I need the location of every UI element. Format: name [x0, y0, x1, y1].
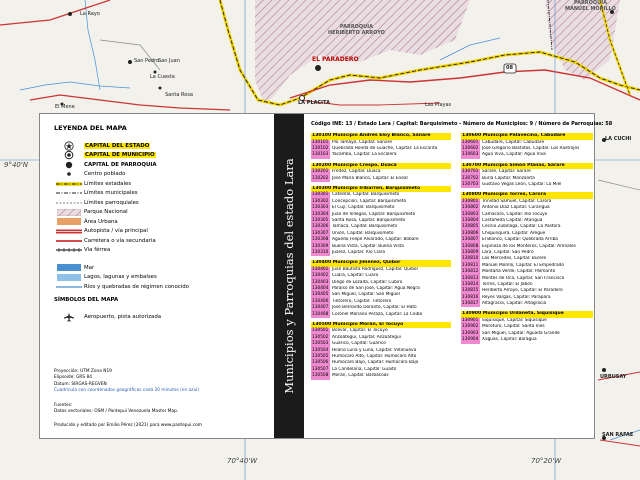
municipal-capital-icon [54, 151, 84, 160]
legend-item-park [54, 208, 258, 217]
parroquia-row [311, 373, 451, 379]
legend-item-parish-capital [54, 160, 258, 169]
parroquia-code: 130304 [312, 211, 329, 217]
parroquia-name: Torres, Capital: El Jabón [482, 281, 533, 287]
airport-icon [54, 312, 84, 321]
place-parroquia-manuel: PARROQUIA MANUEL MORILLO [565, 0, 616, 12]
parroquia-name: José Gregorio Bastidas, Capital: Los Rastrojos [482, 145, 580, 151]
parroquia-code: 130807 [462, 237, 479, 243]
place-el-paradero: EL PARADERO [312, 56, 359, 63]
legend-item-secondary [54, 236, 258, 245]
parroquia-code: 130806 [462, 230, 479, 236]
parroquia-code: 130904 [462, 337, 479, 343]
parroquia-name: Las Mercedes, Capital: Burere [482, 256, 547, 262]
legend-item-airport [54, 312, 258, 321]
parroquia-name: Humocaro Bajo, Capital: Humocaro Bajo [332, 360, 419, 366]
place-san-rafael: SAN RAFAE [602, 432, 634, 438]
legend-item-state-capital [54, 141, 258, 150]
parroquia-row [461, 337, 593, 343]
parroquia-code: 130103 [312, 152, 329, 158]
projection-text: Proyección: UTM Zona N19 [54, 369, 112, 374]
municipio-block [461, 133, 593, 159]
municipios-column-1 [311, 133, 451, 384]
parroquia-row [311, 176, 451, 182]
municipio-block [311, 133, 451, 159]
parroquia-code: 130802 [462, 205, 479, 211]
parroquia-name: Guárico, Capital: Guárico [332, 341, 386, 347]
parroquia-code: 130702 [462, 175, 479, 181]
secondary-road-icon [54, 236, 84, 245]
legend-label: Límites estadales [84, 180, 132, 187]
parroquia-row [311, 312, 451, 318]
parroquia-name: Agua Viva, Capital: Agua Viva [482, 152, 546, 158]
legend-label: CAPITAL DEL ESTADO [85, 142, 150, 149]
parroquia-code: 130703 [462, 181, 479, 187]
municipio-block [311, 163, 451, 182]
parroquia-code: 130505 [312, 354, 329, 360]
legend-item-rail [54, 246, 258, 255]
legend-label: Aeropuerto, pista autorizada [84, 313, 162, 320]
parroquia-code: 130305 [312, 218, 329, 224]
parroquia-code: 130303 [312, 205, 329, 211]
legend-label: Centro poblado [84, 171, 126, 177]
legend-item-lake [54, 273, 258, 282]
place-urbusay: URBUSAY [600, 374, 627, 380]
municipio-block [311, 322, 451, 380]
parroquia-name: Juárez, Capital: Río Claro [332, 249, 386, 255]
map-legend [40, 114, 272, 438]
place-la-cuchi: LA CUCHI [605, 136, 632, 142]
legend-item-state-limits [54, 179, 258, 188]
parroquia-code: 130307 [312, 230, 329, 236]
parroquia-code: 130402 [312, 273, 329, 279]
parroquia-code: 130817 [462, 301, 479, 307]
legend-label: Vía férrea [84, 247, 111, 253]
parroquia-name: Hilario Luna y Luna, Capital: Villanueva [332, 347, 417, 353]
parroquia-name: Quebrada Honda de Guache, Capital: La Escarita [332, 145, 438, 151]
parroquia-name: Moroturo, Capital: Santa Inés [482, 324, 545, 330]
legend-item-river [54, 282, 258, 291]
municipio-title: 130400 Municipio Jiménez, Quíbor [311, 260, 451, 267]
place-parroquia-heriberto: PARROQUIA HERIBERTO ARROYO [328, 24, 385, 36]
place-san-pedro: San Pedro [134, 58, 160, 64]
sources-title: Fuentes: [54, 402, 73, 408]
legend-label: Parque Nacional [84, 209, 128, 215]
parroquia-code: 130504 [312, 347, 329, 353]
parroquia-code: 130501 [312, 328, 329, 334]
parroquia-code: 130603 [462, 152, 479, 158]
map-metadata [54, 369, 254, 430]
parroquia-name: San Miguel, Capital: Aguada Grande [482, 330, 560, 336]
parroquia-name: Gustavo Vegas León, Capital: La Miel [482, 181, 562, 187]
parroquia-code: 130101 [312, 139, 329, 145]
legend-label: Lagos, lagunas y embalses [84, 274, 157, 280]
municipio-title: 130600 Municipio Palavecino, Cabudare [461, 133, 593, 140]
parroquia-name: Anzoátegui, Capital: Anzoátegui [332, 334, 401, 340]
parroquia-name: Yacambú, Capital: La Escalera [332, 152, 397, 158]
coord-lon-left-label: 70°40'W [227, 457, 258, 465]
legend-item-urban [54, 217, 258, 226]
coord-lat-label: 9°40'N [4, 161, 29, 169]
legend-item-highway [54, 227, 258, 236]
parroquia-name: San Miguel, Capital: San Miguel [332, 292, 400, 298]
state-limit-line-icon [54, 179, 84, 188]
parroquia-name: Juan de Villegas, Capital: Barquisimeto [332, 211, 416, 217]
parroquia-code: 130801 [462, 198, 479, 204]
parroquia-name: Manuel Morillo, Capital: El Empedrado [482, 262, 564, 268]
parroquia-code: 130804 [462, 218, 479, 224]
parroquia-code: 130404 [312, 286, 329, 292]
parroquia-code: 130803 [462, 211, 479, 217]
place-la-rayo: La Rayo [80, 11, 100, 17]
municipios-header: Código INE: 13 / Estado Lara / Capital: Barquisimeto - Número de Municipios: 9 / Número de Parroquias: 58 [311, 121, 613, 127]
municipio-title: 130800 Municipio Torres, Carora [461, 192, 593, 199]
parroquia-name: Castañeda Capital: Atarigua [482, 218, 543, 224]
parroquia-name: Chiquinquirá, Capital: Arégue [482, 230, 546, 236]
place-la-cuesta: La Cuesta [150, 74, 175, 80]
parroquia-code: 130408 [312, 311, 329, 317]
parroquia-code: 130102 [312, 145, 329, 151]
grid-note-text: Cuadrícula con coordenadas geográficas cada 20 minutos (en azul) [54, 388, 200, 394]
parroquia-code: 130503 [312, 341, 329, 347]
river-icon [54, 282, 84, 291]
legend-item-parish-limits [54, 198, 258, 207]
parroquia-row [311, 152, 451, 158]
parroquia-code: 130202 [312, 175, 329, 181]
parroquia-name: Paraíso de San José, Capital: Agua Negra [332, 286, 420, 292]
place-las-playas: Las Playas [425, 102, 452, 108]
municipio-title: 130900 Municipio Urdaneta, Siquisique [461, 311, 593, 318]
parroquia-name: Cecilio Zubillaga, Capital: La Pastora [482, 224, 561, 230]
parroquia-code: 130201 [312, 169, 329, 175]
sea-icon [54, 263, 84, 272]
parroquia-code: 130403 [312, 279, 329, 285]
parroquia-name: Freitez, Capital: Duaca [332, 169, 381, 175]
municipios-column-2 [461, 133, 593, 348]
place-santa-rosa: Santa Rosa [165, 92, 193, 98]
national-park-icon [54, 208, 84, 217]
parroquia-row [461, 152, 593, 158]
parroquia-code: 130601 [462, 139, 479, 145]
parroquia-row [311, 250, 451, 256]
parroquia-row [461, 182, 593, 188]
urban-area-icon [54, 217, 84, 226]
ellipsoid-text: Elipsoide: GRS 84 [54, 375, 92, 381]
parroquia-name: Juan Bautista Rodríguez, Capital: Quíbor [332, 266, 419, 272]
vertical-title: Municipios y Parroquias del estado Lara [282, 158, 296, 394]
parroquia-name: Montes de Oca, Capital: San Francisco [482, 275, 565, 281]
parroquia-code: 130809 [462, 249, 479, 255]
parroquia-name: Xaguas, Capital: Baragua [482, 337, 537, 343]
parroquia-code: 130308 [312, 237, 329, 243]
parroquia-code: 130406 [312, 298, 329, 304]
parroquia-code: 130506 [312, 360, 329, 366]
parroquia-name: Coronel Mariano Peraza, Capital: La Ceiba [332, 311, 423, 317]
legend-item-sea [54, 263, 258, 272]
town-dot-icon [54, 170, 84, 179]
national-park-area [255, 0, 470, 105]
parroquia-name: Antonio Díaz Capital: Curarigua [482, 205, 550, 211]
parroquia-name: Cabudare, Capital: Cabudare [482, 139, 545, 145]
vertical-title-bar [274, 114, 304, 438]
parroquia-name: José María Blanco, Capital: El Eneal [332, 175, 408, 181]
railway-icon [54, 246, 84, 255]
parish-limit-line-icon [54, 198, 84, 207]
parroquia-code: 130507 [312, 366, 329, 372]
municipal-limit-line-icon [54, 189, 84, 198]
parish-capital-icon [54, 160, 84, 169]
parroquia-name: Heriberto Arroyo, Capital: El Paradero [482, 288, 563, 294]
legend-label: Carretera o vía secundaria [84, 237, 156, 244]
parroquia-code: 130405 [312, 292, 329, 298]
parroquia-name: Sarare, Capital: Sarare [482, 169, 531, 175]
parroquia-code: 130814 [462, 281, 479, 287]
parroquia-name: Diego de Lozada, Capital: Cubiro [332, 279, 403, 285]
parroquia-name: Buena Vista, Capital: Buena Vista [332, 243, 404, 249]
parroquia-code: 130813 [462, 275, 479, 281]
parroquia-name: Bolívar, Capital: El Tocuyo [332, 328, 388, 334]
parroquia-name: Aguedo Felipe Alvarado, Capital: Bobare [332, 237, 419, 243]
place-san-juan: San Juan [158, 58, 180, 64]
legend-item-town [54, 170, 258, 179]
parroquia-name: Montaña Verde, Capital: Palmarito [482, 269, 556, 275]
parroquia-code: 130902 [462, 324, 479, 330]
parroquia-code: 130816 [462, 294, 479, 300]
municipio-title: 130700 Municipio Simón Planas, Sarare [461, 163, 593, 170]
parroquia-row [461, 301, 593, 307]
parroquia-name: Camacaro, Capital: Río Tocuyo [482, 211, 548, 217]
datum-text: Datum: SIRGAS-REGVEN [54, 381, 107, 387]
municipios-table [308, 114, 613, 438]
legend-label: CAPITAL DE PARROQUIA [84, 161, 157, 168]
municipio-title: 130300 Municipio Iribarren, Barquisimeto [311, 186, 451, 193]
parroquia-code: 130903 [462, 330, 479, 336]
parroquia-code: 130407 [312, 305, 329, 311]
legend-label: Mar [84, 264, 95, 271]
parroquia-code: 130805 [462, 224, 479, 230]
parroquia-name: Cuara, Capital: Cuara [332, 273, 379, 279]
parroquia-code: 130810 [462, 256, 479, 262]
legend-label: Ríos y quebradas de régimen conocido [84, 283, 189, 290]
highway-line-icon [54, 227, 84, 236]
parroquia-name: Altagracia, Capital: Altagracia [482, 301, 547, 307]
lake-icon [54, 273, 84, 282]
parroquia-name: Catedral, Capital: Barquisimeto [332, 192, 400, 198]
parroquia-name: El Blanco, Capital: Quebrada Arriba [482, 237, 558, 243]
legend-label: Autopista / vía principal [84, 228, 148, 234]
parroquia-name: Tamaca, Capital: Barquisimeto [332, 224, 398, 230]
municipio-block [311, 186, 451, 256]
parroquia-name: Siquisique, Capital: Siquisique [482, 317, 547, 323]
parroquia-name: Humocaro Alto, Capital: Humocaro Alto [332, 354, 417, 360]
parroquia-name: Pío Tamayo, Capital: Sanare [332, 139, 392, 145]
sources-text: Datos vectoriales: OSM / Pantepui Venezuela Master Map. [54, 409, 179, 415]
symbols-title: SÍMBOLOS DEL MAPA [54, 297, 119, 303]
municipio-block [461, 163, 593, 189]
parroquia-name: Trinidad Samuel, Capital: Carora [482, 198, 552, 204]
parroquia-name: Concepción, Capital: Barquisimeto [332, 198, 407, 204]
parroquia-code: 130901 [462, 317, 479, 323]
parroquia-code: 130306 [312, 224, 329, 230]
info-panel [39, 113, 613, 439]
state-capital-icon [54, 141, 84, 150]
credit-text: Producido y editado por Emilio Pérez (2021) para www.pantepui.com [54, 423, 202, 429]
legend-label: CAPITAL DE MUNICIPIO [85, 152, 155, 158]
parroquia-name: Santa Rosa, Capital: Barquisimeto [332, 218, 406, 224]
parroquia-code: 130602 [462, 145, 479, 151]
municipio-title: 130100 Municipio Andrés Eloy Blanco, Sanare [311, 133, 451, 140]
parroquia-code: 130812 [462, 269, 479, 275]
coord-lon-right-label: 70°20'W [531, 457, 562, 465]
parroquia-code: 130302 [312, 198, 329, 204]
parroquia-name: La Candelaria, Capital: Guaitó [332, 366, 397, 372]
parroquia-name: Espinoza de los Monteros, Capital: Arenales [482, 243, 576, 249]
parroquia-code: 130701 [462, 169, 479, 175]
parroquia-code: 130811 [462, 262, 479, 268]
legend-item-municipal-capital [54, 151, 258, 160]
parroquia-name: Reyes Vargas, Capital: Parapara [482, 294, 551, 300]
road-shield-label: 08 [506, 65, 513, 71]
legend-label: Límites parroquiales [84, 199, 139, 206]
parroquia-name: Tintorero, Capital: Tintorero [332, 298, 392, 304]
legend-title: LEYENDA DEL MAPA [54, 124, 127, 132]
parroquia-name: Lara, Capital: San Pedro [482, 249, 534, 255]
legend-label: Límites municipales [84, 190, 138, 196]
parroquia-code: 130310 [312, 249, 329, 255]
parroquia-code: 130301 [312, 192, 329, 198]
parroquia-code: 130815 [462, 288, 479, 294]
parroquia-name: Morán, Capital: Barbacoas [332, 373, 389, 379]
parroquia-code: 130508 [312, 373, 329, 379]
parroquia-name: Buría Capital: Manzanita [482, 175, 535, 181]
parroquia-name: Unión, Capital: Barquisimeto [332, 230, 394, 236]
parroquia-code: 130309 [312, 243, 329, 249]
municipio-block [461, 311, 593, 343]
place-la-placita: LA PLACITA [298, 100, 330, 106]
parroquia-code: 130808 [462, 243, 479, 249]
parroquia-code: 130401 [312, 266, 329, 272]
parroquia-code: 130502 [312, 334, 329, 340]
place-el-mene: El Mene [55, 104, 75, 110]
legend-item-muni-limits [54, 189, 258, 198]
parroquia-name: José Bernardo Dorante, Capital: El Hato [332, 305, 417, 311]
municipio-title: 130500 Municipio Morán, El Tocuyo [311, 322, 451, 329]
parroquia-name: El Cují, Capital: Barquisimeto [332, 205, 395, 211]
municipio-title: 130200 Municipio Crespo, Duaca [311, 163, 451, 170]
municipio-block [461, 192, 593, 307]
municipio-block [311, 260, 451, 318]
legend-label: Área Urbana [84, 218, 118, 225]
